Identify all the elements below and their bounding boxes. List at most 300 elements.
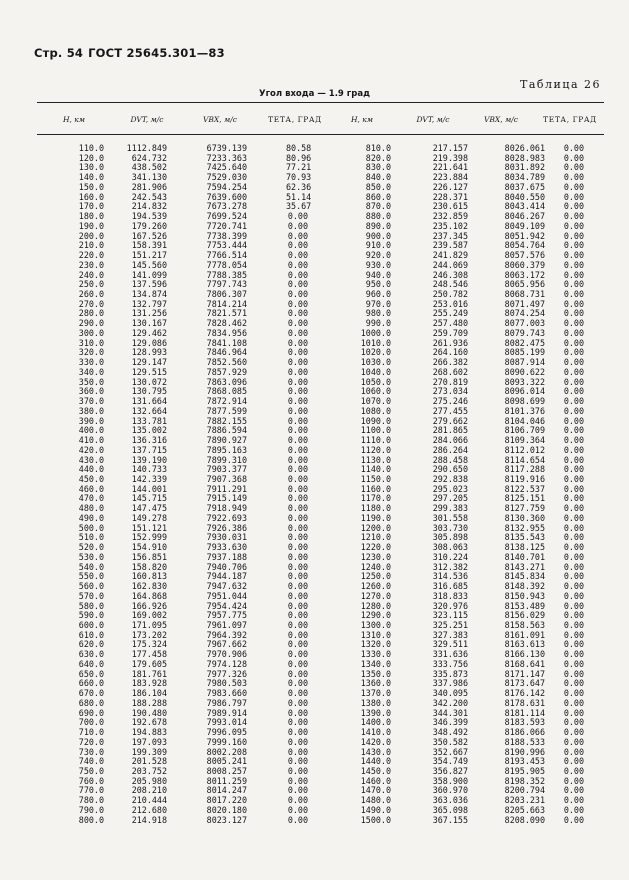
table-cell: 130.167 xyxy=(131,318,167,329)
table-cell: 316.685 xyxy=(432,581,468,592)
table-cell: 128.993 xyxy=(131,347,167,358)
table-cell: 8077.003 xyxy=(504,318,545,329)
table-cell: 800.0 xyxy=(78,814,104,825)
table-cell: 400.0 xyxy=(78,425,104,436)
table-cell: 7766.514 xyxy=(206,250,247,261)
table-cell: 129.515 xyxy=(131,366,167,377)
table-cell: 8122.537 xyxy=(504,483,545,494)
table-cell: 0.00 xyxy=(563,220,584,231)
table-cell: 0.00 xyxy=(287,240,308,251)
table-cell: 8096.014 xyxy=(504,386,545,397)
table-cell: 0.00 xyxy=(287,396,308,407)
table-cell: 7890.927 xyxy=(206,435,247,446)
table-cell: 0.00 xyxy=(287,571,308,582)
table-cell: 0.00 xyxy=(287,279,308,290)
table-cell: 1010.0 xyxy=(360,337,391,348)
table-cell: 137.715 xyxy=(131,444,167,455)
table-cell: 0.00 xyxy=(287,211,308,222)
table-cell: 241.829 xyxy=(432,250,468,261)
table-cell: 0.00 xyxy=(563,512,584,523)
table-cell: 8057.576 xyxy=(504,250,545,261)
table-cell: 8051.942 xyxy=(504,230,545,241)
table-cell: 134.874 xyxy=(131,289,167,300)
table-cell: 257.480 xyxy=(432,318,468,329)
table-cell: 0.00 xyxy=(287,678,308,689)
table-cell: 217.157 xyxy=(432,143,468,153)
table-cell: 0.00 xyxy=(287,785,308,796)
table-cell: 164.868 xyxy=(131,590,167,601)
table-cell: 1020.0 xyxy=(360,347,391,358)
table-cell: 244.069 xyxy=(432,259,468,270)
table-cell: 80.58 xyxy=(286,143,312,153)
table-cell: 221.641 xyxy=(432,162,468,173)
table-cell: 0.00 xyxy=(563,571,584,582)
table-cell: 8183.593 xyxy=(504,717,545,728)
table-cell: 1410.0 xyxy=(360,727,391,738)
table-cell: 8135.543 xyxy=(504,532,545,543)
table-cell: 1280.0 xyxy=(360,600,391,611)
table-cell: 237.345 xyxy=(432,230,468,241)
table-cell: 0.00 xyxy=(563,464,584,475)
table-cell: 0.00 xyxy=(563,804,584,815)
table-cell: 1300.0 xyxy=(360,619,391,630)
table-cell: 333.756 xyxy=(432,658,468,669)
table-cell: 0.00 xyxy=(287,464,308,475)
table-cell: 203.752 xyxy=(131,766,167,776)
column-vbx-1 xyxy=(192,144,247,825)
table-cell: 292.838 xyxy=(432,473,468,484)
table-cell: 158.820 xyxy=(131,561,167,572)
table-cell: 219.398 xyxy=(432,152,468,163)
table-cell: 320.0 xyxy=(78,347,104,358)
table-cell: 420.0 xyxy=(78,444,104,455)
table-cell: 284.066 xyxy=(432,435,468,446)
col-header-h-1: H, км xyxy=(62,115,85,124)
table-cell: 0.00 xyxy=(563,405,584,416)
table-cell: 8186.066 xyxy=(504,727,545,738)
table-cell: 142.339 xyxy=(131,473,167,484)
table-cell: 8090.622 xyxy=(504,366,545,377)
table-cell: 137.596 xyxy=(131,279,167,290)
table-cell: 0.00 xyxy=(287,649,308,660)
table-cell: 8023.127 xyxy=(206,814,247,825)
table-cell: 279.662 xyxy=(432,415,468,426)
table-cell: 344.301 xyxy=(432,707,468,718)
table-cell: 183.928 xyxy=(131,678,167,689)
table-cell: 1490.0 xyxy=(360,804,391,815)
table-cell: 210.444 xyxy=(131,795,167,806)
table-cell: 8043.414 xyxy=(504,201,545,212)
table-cell: 1220.0 xyxy=(360,542,391,553)
table-cell: 7872.914 xyxy=(206,396,247,407)
table-cell: 129.147 xyxy=(131,357,167,368)
table-cell: 77.21 xyxy=(286,162,312,173)
table-cell: 350.0 xyxy=(78,376,104,387)
table-cell: 370.0 xyxy=(78,396,104,407)
table-cell: 980.0 xyxy=(365,308,391,319)
table-cell: 7922.693 xyxy=(206,512,247,523)
table-top-rule xyxy=(37,102,604,103)
table-cell: 880.0 xyxy=(365,211,391,222)
table-cell: 1140.0 xyxy=(360,464,391,475)
table-cell: 0.00 xyxy=(563,493,584,504)
table-cell: 281.865 xyxy=(432,425,468,436)
table-cell: 133.781 xyxy=(131,415,167,426)
table-cell: 8138.125 xyxy=(504,542,545,553)
table-cell: 0.00 xyxy=(287,668,308,679)
table-cell: 154.910 xyxy=(131,542,167,553)
table-cell: 170.0 xyxy=(78,201,104,212)
table-cell: 7957.775 xyxy=(206,610,247,621)
table-cell: 323.115 xyxy=(432,610,468,621)
table-cell: 0.00 xyxy=(287,746,308,757)
table-cell: 0.00 xyxy=(563,668,584,679)
table-cell: 0.00 xyxy=(563,785,584,796)
table-cell: 1350.0 xyxy=(360,668,391,679)
table-cell: 259.709 xyxy=(432,327,468,338)
table-cell: 0.00 xyxy=(287,629,308,640)
table-cell: 820.0 xyxy=(365,152,391,163)
table-cell: 0.00 xyxy=(287,542,308,553)
table-cell: 160.0 xyxy=(78,191,104,202)
table-cell: 8026.061 xyxy=(504,143,545,153)
table-cell: 131.664 xyxy=(131,396,167,407)
table-cell: 438.502 xyxy=(131,162,167,173)
table-cell: 180.0 xyxy=(78,211,104,222)
table-cell: 640.0 xyxy=(78,658,104,669)
table-cell: 1360.0 xyxy=(360,678,391,689)
table-cell: 690.0 xyxy=(78,707,104,718)
table-cell: 0.00 xyxy=(563,483,584,494)
table-cell: 8203.231 xyxy=(504,795,545,806)
table-cell: 80.96 xyxy=(286,152,312,163)
table-cell: 1000.0 xyxy=(360,327,391,338)
table-cell: 7882.155 xyxy=(206,415,247,426)
table-cell: 110.0 xyxy=(78,143,104,153)
table-cell: 620.0 xyxy=(78,639,104,650)
table-cell: 7980.503 xyxy=(206,678,247,689)
table-cell: 0.00 xyxy=(287,337,308,348)
table-label: Таблица 26 xyxy=(520,78,601,91)
table-cell: 197.093 xyxy=(131,736,167,747)
table-cell: 600.0 xyxy=(78,619,104,630)
table-cell: 8109.364 xyxy=(504,435,545,446)
table-cell: 7999.160 xyxy=(206,736,247,747)
table-cell: 8188.533 xyxy=(504,736,545,747)
table-cell: 7907.368 xyxy=(206,473,247,484)
table-cell: 7993.014 xyxy=(206,717,247,728)
table-cell: 0.00 xyxy=(563,649,584,660)
table-cell: 7806.307 xyxy=(206,289,247,300)
table-cell: 140.733 xyxy=(131,464,167,475)
table-cell: 190.480 xyxy=(131,707,167,718)
table-cell: 136.316 xyxy=(131,435,167,446)
table-cell: 0.00 xyxy=(287,493,308,504)
table-cell: 0.00 xyxy=(287,658,308,669)
table-cell: 1130.0 xyxy=(360,454,391,465)
table-cell: 8198.352 xyxy=(504,775,545,786)
table-cell: 214.918 xyxy=(131,814,167,825)
table-cell: 156.851 xyxy=(131,551,167,562)
table-cell: 0.00 xyxy=(563,162,584,173)
table-cell: 7753.444 xyxy=(206,240,247,251)
table-cell: 7814.214 xyxy=(206,298,247,309)
table-cell: 7863.096 xyxy=(206,376,247,387)
table-cell: 0.00 xyxy=(287,230,308,241)
table-cell: 230.615 xyxy=(432,201,468,212)
table-cell: 0.00 xyxy=(563,717,584,728)
table-cell: 0.00 xyxy=(287,736,308,747)
table-cell: 327.383 xyxy=(432,629,468,640)
table-cell: 930.0 xyxy=(365,259,391,270)
table-cell: 0.00 xyxy=(563,736,584,747)
table-cell: 740.0 xyxy=(78,756,104,767)
table-cell: 8166.130 xyxy=(504,649,545,660)
table-cell: 890.0 xyxy=(365,220,391,231)
table-cell: 166.926 xyxy=(131,600,167,611)
table-cell: 337.986 xyxy=(432,678,468,689)
table-cell: 8143.271 xyxy=(504,561,545,572)
table-cell: 8132.955 xyxy=(504,522,545,533)
table-cell: 8008.257 xyxy=(206,766,247,776)
table-cell: 342.200 xyxy=(432,697,468,708)
table-cell: 8130.360 xyxy=(504,512,545,523)
table-cell: 160.813 xyxy=(131,571,167,582)
table-cell: 340.095 xyxy=(432,688,468,699)
table-cell: 1290.0 xyxy=(360,610,391,621)
table-cell: 179.605 xyxy=(131,658,167,669)
table-cell: 0.00 xyxy=(287,804,308,815)
table-cell: 8049.109 xyxy=(504,220,545,231)
table-cell: 1460.0 xyxy=(360,775,391,786)
table-cell: 1110.0 xyxy=(360,435,391,446)
table-cell: 7639.600 xyxy=(206,191,247,202)
table-cell: 8034.789 xyxy=(504,172,545,183)
table-cell: 286.264 xyxy=(432,444,468,455)
table-cell: 1380.0 xyxy=(360,697,391,708)
table-cell: 255.249 xyxy=(432,308,468,319)
table-cell: 0.00 xyxy=(563,318,584,329)
table-cell: 8101.376 xyxy=(504,405,545,416)
table-cell: 0.00 xyxy=(563,454,584,465)
col-header-vbx-1: VBX, м/с xyxy=(203,115,237,124)
table-cell: 7977.326 xyxy=(206,668,247,679)
table-cell: 8098.699 xyxy=(504,396,545,407)
table-cell: 320.976 xyxy=(432,600,468,611)
table-cell: 760.0 xyxy=(78,775,104,786)
table-cell: 210.0 xyxy=(78,240,104,251)
column-h-1 xyxy=(64,144,104,825)
table-cell: 0.00 xyxy=(287,795,308,806)
table-cell: 273.034 xyxy=(432,386,468,397)
table-cell: 7821.571 xyxy=(206,308,247,319)
table-cell: 0.00 xyxy=(563,697,584,708)
table-cell: 624.732 xyxy=(131,152,167,163)
table-cell: 331.636 xyxy=(432,649,468,660)
table-cell: 308.063 xyxy=(432,542,468,553)
table-cell: 131.256 xyxy=(131,308,167,319)
table-cell: 1230.0 xyxy=(360,551,391,562)
table-cell: 390.0 xyxy=(78,415,104,426)
table-cell: 8176.142 xyxy=(504,688,545,699)
table-cell: 490.0 xyxy=(78,512,104,523)
table-cell: 780.0 xyxy=(78,795,104,806)
table-cell: 0.00 xyxy=(287,717,308,728)
table-cell: 70.93 xyxy=(286,172,312,183)
table-cell: 1330.0 xyxy=(360,649,391,660)
table-cell: 261.936 xyxy=(432,337,468,348)
table-cell: 8074.254 xyxy=(504,308,545,319)
table-cell: 8063.172 xyxy=(504,269,545,280)
table-cell: 7828.462 xyxy=(206,318,247,329)
table-cell: 0.00 xyxy=(287,435,308,446)
table-cell: 186.104 xyxy=(131,688,167,699)
table-cell: 8114.654 xyxy=(504,454,545,465)
table-cell: 0.00 xyxy=(287,600,308,611)
table-cell: 0.00 xyxy=(287,775,308,786)
table-cell: 0.00 xyxy=(563,610,584,621)
table-cell: 1200.0 xyxy=(360,522,391,533)
table-cell: 0.00 xyxy=(563,688,584,699)
table-cell: 8046.267 xyxy=(504,211,545,222)
table-cell: 312.382 xyxy=(432,561,468,572)
table-cell: 270.0 xyxy=(78,298,104,309)
table-cell: 510.0 xyxy=(78,532,104,543)
table-cell: 0.00 xyxy=(287,639,308,650)
table-cell: 275.246 xyxy=(432,396,468,407)
table-cell: 0.00 xyxy=(563,211,584,222)
table-cell: 0.00 xyxy=(287,269,308,280)
table-cell: 0.00 xyxy=(563,814,584,825)
table-cell: 7673.278 xyxy=(206,201,247,212)
table-cell: 253.016 xyxy=(432,298,468,309)
table-cell: 240.0 xyxy=(78,269,104,280)
table-cell: 0.00 xyxy=(287,386,308,397)
table-cell: 305.898 xyxy=(432,532,468,543)
table-cell: 0.00 xyxy=(563,181,584,192)
table-cell: 8112.012 xyxy=(504,444,545,455)
table-cell: 0.00 xyxy=(563,522,584,533)
table-cell: 7947.632 xyxy=(206,581,247,592)
table-cell: 450.0 xyxy=(78,473,104,484)
table-cell: 0.00 xyxy=(563,396,584,407)
table-cell: 8060.379 xyxy=(504,259,545,270)
table-cell: 0.00 xyxy=(287,347,308,358)
table-cell: 750.0 xyxy=(78,766,104,776)
table-cell: 1050.0 xyxy=(360,376,391,387)
table-cell: 7926.386 xyxy=(206,522,247,533)
table-cell: 380.0 xyxy=(78,405,104,416)
table-cell: 0.00 xyxy=(287,561,308,572)
table-cell: 7797.743 xyxy=(206,279,247,290)
column-dvt-1 xyxy=(117,144,167,825)
table-cell: 175.324 xyxy=(131,639,167,650)
table-cell: 8148.392 xyxy=(504,581,545,592)
table-cell: 158.391 xyxy=(131,240,167,251)
table-cell: 167.526 xyxy=(131,230,167,241)
table-cell: 1310.0 xyxy=(360,629,391,640)
table-cell: 0.00 xyxy=(287,308,308,319)
table-cell: 7974.128 xyxy=(206,658,247,669)
table-cell: 8087.914 xyxy=(504,357,545,368)
table-cell: 0.00 xyxy=(287,814,308,825)
table-cell: 0.00 xyxy=(563,532,584,543)
table-cell: 62.36 xyxy=(286,181,312,192)
table-cell: 8125.151 xyxy=(504,493,545,504)
table-cell: 1040.0 xyxy=(360,366,391,377)
col-header-dvt-2: DVT, м/с xyxy=(416,115,450,124)
table-cell: 0.00 xyxy=(563,503,584,514)
col-header-teta-2: ТЕТА, ГРАД xyxy=(543,115,597,124)
table-cell: 0.00 xyxy=(563,435,584,446)
table-cell: 8181.114 xyxy=(504,707,545,718)
table-cell: 290.650 xyxy=(432,464,468,475)
table-cell: 200.0 xyxy=(78,230,104,241)
table-cell: 0.00 xyxy=(287,250,308,261)
table-cell: 310.224 xyxy=(432,551,468,562)
table-cell: 360.0 xyxy=(78,386,104,397)
table-cell: 8145.834 xyxy=(504,571,545,582)
table-cell: 8031.892 xyxy=(504,162,545,173)
table-cell: 248.546 xyxy=(432,279,468,290)
table-cell: 1340.0 xyxy=(360,658,391,669)
table-cell: 1030.0 xyxy=(360,357,391,368)
table-cell: 0.00 xyxy=(563,766,584,776)
table-cell: 0.00 xyxy=(563,376,584,387)
table-cell: 0.00 xyxy=(563,269,584,280)
table-cell: 990.0 xyxy=(365,318,391,329)
table-cell: 1100.0 xyxy=(360,425,391,436)
table-cell: 0.00 xyxy=(563,250,584,261)
table-cell: 7788.385 xyxy=(206,269,247,280)
col-header-h-2: H, км xyxy=(350,115,373,124)
table-cell: 0.00 xyxy=(563,707,584,718)
table-cell: 0.00 xyxy=(287,454,308,465)
table-cell: 8140.701 xyxy=(504,551,545,562)
table-cell: 145.715 xyxy=(131,493,167,504)
table-cell: 8071.497 xyxy=(504,298,545,309)
table-cell: 310.0 xyxy=(78,337,104,348)
column-vbx-2 xyxy=(490,144,545,825)
table-cell: 8208.090 xyxy=(504,814,545,825)
table-cell: 1150.0 xyxy=(360,473,391,484)
table-cell: 720.0 xyxy=(78,736,104,747)
table-cell: 7594.254 xyxy=(206,181,247,192)
table-cell: 363.036 xyxy=(432,795,468,806)
table-cell: 295.023 xyxy=(432,483,468,494)
table-cell: 940.0 xyxy=(365,269,391,280)
table-cell: 7529.030 xyxy=(206,172,247,183)
table-cell: 0.00 xyxy=(287,376,308,387)
table-cell: 7964.392 xyxy=(206,629,247,640)
col-header-vbx-2: VBX, м/с xyxy=(484,115,518,124)
table-cell: 132.797 xyxy=(131,298,167,309)
table-cell: 8093.322 xyxy=(504,376,545,387)
table-cell: 7954.424 xyxy=(206,600,247,611)
table-cell: 540.0 xyxy=(78,561,104,572)
table-cell: 228.371 xyxy=(432,191,468,202)
table-cell: 7930.031 xyxy=(206,532,247,543)
table-cell: 8119.916 xyxy=(504,473,545,484)
table-cell: 250.782 xyxy=(432,289,468,300)
page-header xyxy=(34,46,225,60)
table-cell: 1080.0 xyxy=(360,405,391,416)
table-cell: 910.0 xyxy=(365,240,391,251)
table-cell: 0.00 xyxy=(287,415,308,426)
table-cell: 139.190 xyxy=(131,454,167,465)
table-cell: 0.00 xyxy=(563,444,584,455)
table-cell: 0.00 xyxy=(563,415,584,426)
